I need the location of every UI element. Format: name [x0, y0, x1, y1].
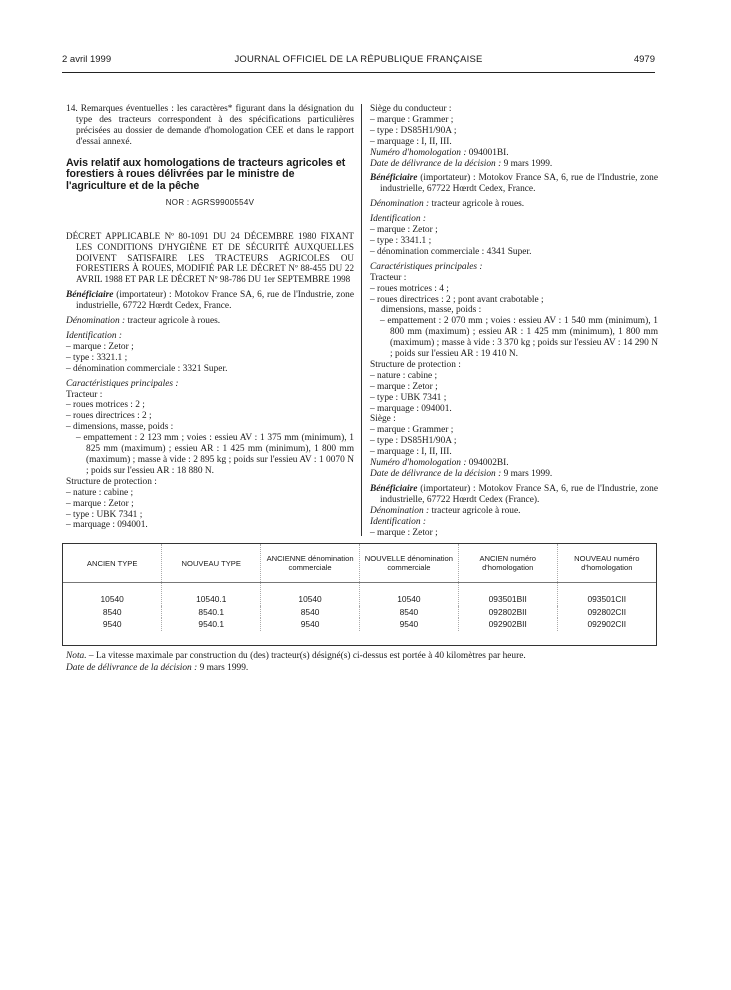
denomination	[66, 316, 354, 327]
table-cell: 8540	[63, 606, 162, 619]
column-header: ANCIEN numéro d'homologation	[458, 544, 557, 583]
driving-wheels: – roues motrices : 2 ;	[66, 400, 145, 411]
column-header: NOUVELLE dénomination commerciale	[359, 544, 458, 583]
denomination-3	[370, 506, 658, 517]
page-header	[62, 54, 655, 68]
driving-wheels: – roues motrices : 4 ;	[370, 283, 449, 294]
table-cell: 10540	[261, 583, 360, 606]
ident-type: – type : 3341.1 ;	[370, 235, 432, 246]
structure-nature: – nature : cabine ;	[66, 487, 134, 498]
header-rule	[62, 72, 655, 73]
decision-date-value: 9 mars 1999.	[501, 158, 553, 169]
type-correspondence-table	[62, 543, 657, 646]
table-cell: 9540	[261, 618, 360, 631]
note-line	[66, 650, 656, 662]
steering-wheels: – roues directrices : 2 ;	[66, 411, 152, 422]
beneficiary	[66, 290, 354, 312]
table-cell: 8540	[359, 606, 458, 619]
wheelbase-spec: – empattement : 2 123 mm ; voies : essieu AV : 1 375 mm (minimum), 1 825 mm (maximum) ; essieu AR : 1 425 mm (minimum), 1 800 mm (maximum) ; masse à vide : 2 895 kg ; poids sur l'essieu AV : 1 0070 N ; poids sur l'essieu AR : 18 880 N.	[76, 433, 354, 476]
homologation-number-label: Numéro d'homologation :	[370, 147, 467, 158]
characteristics-label: Caractéristiques principales :	[66, 378, 179, 389]
steering-wheels: – roues directrices : 2 ; pont avant crabotable ;	[370, 294, 544, 305]
table-cell: 10540	[359, 583, 458, 606]
protection-structure-label: Structure de protection :	[66, 476, 157, 487]
tractor-label: Tracteur :	[66, 389, 103, 400]
protection-structure-label: Structure de protection :	[370, 359, 461, 370]
column-header: ANCIENNE dénomination commerciale	[261, 544, 360, 583]
nor-reference: NOR : AGRS9900554V	[165, 198, 255, 208]
ident-marque: – marque : Zetor ;	[66, 341, 134, 352]
seat-label: Siège du conducteur :	[370, 104, 452, 114]
denomination-label: Dénomination :	[66, 316, 126, 327]
ident-denomination: – dénomination commerciale : 4341 Super.	[370, 246, 532, 257]
decision-date-value: 9 mars 1999.	[197, 663, 249, 673]
ident-marque: – marque : Zetor ;	[370, 527, 438, 538]
table-row	[63, 618, 656, 631]
column-header: NOUVEAU numéro d'homologation	[557, 544, 656, 583]
homologation-number-value: 094002BI.	[466, 458, 509, 469]
table-cell: 10540	[63, 583, 162, 606]
table-cell: 9540	[63, 618, 162, 631]
structure-marquage: – marquage : 094001.	[66, 520, 148, 531]
table-header-row	[63, 544, 656, 583]
decision-date-1	[370, 159, 658, 170]
structure-nature: – nature : cabine ;	[370, 370, 438, 381]
structure-type: – type : UBK 7341 ;	[370, 392, 447, 403]
denomination-label: Dénomination :	[370, 505, 430, 516]
homologation-number-2	[370, 458, 658, 469]
ident-denomination: – dénomination commerciale : 3321 Super.	[66, 363, 228, 374]
homologation-number-1	[370, 148, 658, 159]
table-cell: 092902CII	[587, 619, 627, 629]
seat-marque: – marque : Grammer ;	[370, 114, 454, 125]
structure-type: – type : UBK 7341 ;	[66, 509, 143, 520]
beneficiary-3	[370, 484, 658, 506]
remarks-item-14: 14. Remarques éventuelles : les caractères* figurant dans la désignation du type des tracteurs correspondent à des spécifications particulières précisées au dossier de demande d'homologation CEE et dans le rapport d'essai annexé.	[66, 104, 354, 147]
beneficiary-text: (importateur) : Motokov France SA, 6, rue de l'Industrie, zone industrielle, 67722 Hœrdt Cedex (France).	[380, 483, 658, 505]
identification-label: Identification :	[370, 214, 426, 225]
decision-date-2	[370, 469, 658, 480]
column-header: ANCIEN TYPE	[63, 544, 162, 583]
table-cell: 9540	[359, 618, 458, 631]
denomination-text: tracteur agricole à roues.	[125, 316, 221, 327]
left-column	[66, 104, 354, 531]
tractor-label: Tracteur :	[370, 272, 407, 283]
characteristics-label: Caractéristiques principales :	[370, 261, 483, 272]
seat-label: Siège :	[370, 414, 396, 425]
dimensions-label: dimensions, masse, poids :	[381, 305, 482, 316]
identification-label: Identification :	[370, 516, 426, 527]
decree-heading: DÉCRET APPLICABLE Nº 80-1091 DU 24 DÉCEMBRE 1980 FIXANT LES CONDITIONS D'HYGIÈNE ET DE SÉCURITÉ AUXQUELLES DOIVENT SATISFAIRE LES TRACTEURS AGRICOLES OU FORESTIERS À ROUES, MODIFIÉ PAR LE DÉCRET Nº 88-455 DU 22 AVRIL 1988 ET PAR LE DÉCRET Nº 98-786 DU 1er SEPTEMBRE 1998	[66, 231, 354, 284]
identification-label: Identification :	[66, 331, 122, 341]
table-cell: 092802BII	[458, 606, 557, 619]
homologation-number-label: Numéro d'homologation :	[370, 458, 467, 469]
beneficiary-2	[370, 173, 658, 195]
note-decision-date	[66, 662, 656, 674]
page-number: 4979	[633, 54, 655, 65]
table-cell: 093501BII	[458, 583, 557, 606]
beneficiary-text: (importateur) : Motokov France SA, 6, rue de l'Industrie, zone industrielle, 67722 Hœrdt Cedex, France.	[76, 290, 354, 312]
type-table	[63, 544, 656, 631]
column-header: NOUVEAU TYPE	[162, 544, 261, 583]
seat-marquage: – marquage : I, II, III.	[370, 447, 452, 458]
homologation-number-value: 094001BI.	[466, 147, 509, 158]
notice-title: Avis relatif aux homologations de tracteurs agricoles et forestiers à roues délivrées par le ministre de l'agriculture et de la pêche	[66, 156, 346, 192]
seat-marque: – marque : Grammer ;	[370, 425, 454, 436]
denomination-2	[370, 199, 658, 210]
right-column	[370, 104, 658, 538]
beneficiary-label: Bénéficiaire	[370, 483, 418, 494]
denomination-text: tracteur agricole à roues.	[429, 199, 525, 210]
header-date: 2 avril 1999	[62, 54, 112, 65]
beneficiary-text: (importateur) : Motokov France SA, 6, rue de l'Industrie, zone industrielle, 67722 Hœrdt Cedex, France.	[380, 173, 658, 195]
denomination-label: Dénomination :	[370, 199, 430, 210]
seat-type: – type : DS85H1/90A ;	[370, 436, 457, 447]
seat-marquage: – marquage : I, II, III.	[370, 136, 452, 147]
ident-type: – type : 3321.1 ;	[66, 352, 128, 363]
decision-date-label: Date de délivrance de la décision :	[370, 469, 502, 479]
dimensions-label: – dimensions, masse, poids :	[66, 422, 174, 433]
decision-date-value: 9 mars 1999.	[501, 469, 553, 479]
table-cell: 8540	[261, 606, 360, 619]
structure-marque: – marque : Zetor ;	[66, 498, 134, 509]
structure-marque: – marque : Zetor ;	[370, 381, 438, 392]
decision-date-label: Date de délivrance de la décision :	[66, 663, 198, 673]
column-divider	[361, 104, 362, 536]
table-cell: 9540.1	[162, 618, 261, 631]
journal-title: JOURNAL OFFICIEL DE LA RÉPUBLIQUE FRANÇAISE	[234, 54, 483, 65]
table-cell: 092802CII	[587, 606, 627, 617]
table-cell: 8540.1	[162, 606, 261, 619]
note-text: – La vitesse maximale par construction du (des) tracteur(s) désigné(s) ci-dessus est portée à 40 kilomètres par heure.	[86, 651, 526, 661]
seat-type: – type : DS85H1/90A ;	[370, 125, 457, 136]
beneficiary-label: Bénéficiaire	[370, 173, 418, 184]
decision-date-label: Date de délivrance de la décision :	[370, 158, 502, 169]
beneficiary-label: Bénéficiaire	[66, 290, 114, 301]
table-cell: 093501CII	[587, 594, 627, 604]
table-row	[63, 606, 656, 619]
table-cell: 10540.1	[162, 583, 261, 606]
denomination-text: tracteur agricole à roue.	[429, 505, 521, 516]
table-row	[63, 583, 656, 606]
note-label: Nota.	[66, 651, 87, 661]
table-cell: 092902BII	[458, 618, 557, 631]
ident-marque: – marque : Zetor ;	[370, 225, 438, 236]
note-block	[66, 650, 656, 674]
structure-marquage: – marquage : 094001.	[370, 403, 452, 414]
wheelbase-spec: – empattement : 2 070 mm ; voies : essieu AV : 1 540 mm (minimum), 1 800 mm (maximum) ; essieu AR : 1 425 mm (minimum), 1 800 mm (maximum) ; masse à vide : 3 370 kg ; poids sur l'essieu AV : 14 290 N ; poids sur l'essieu AR : 19 410 N.	[380, 316, 658, 360]
